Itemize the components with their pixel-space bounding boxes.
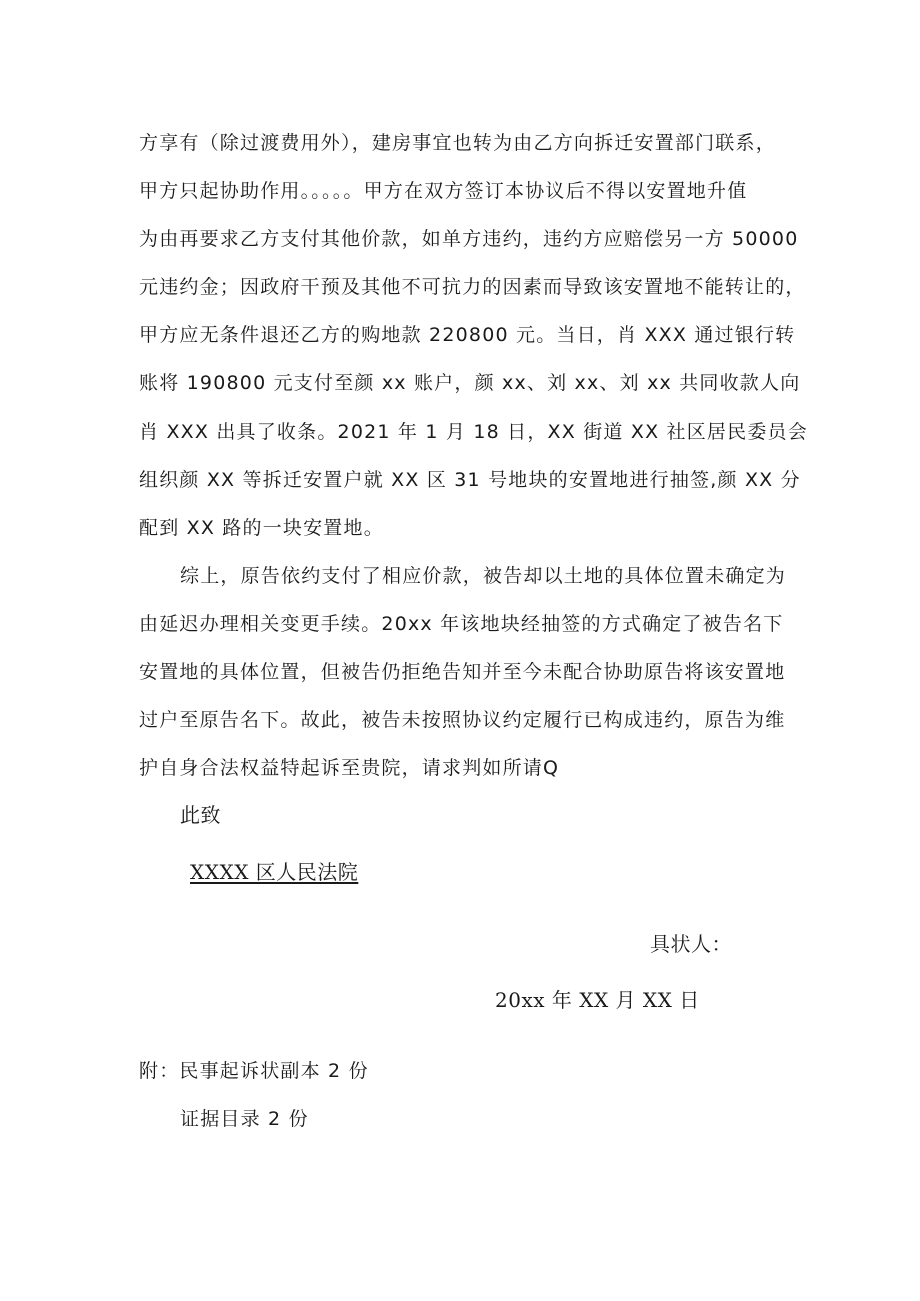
body-line: 甲方应无条件退还乙方的购地款 220800 元。当日，肖 XXX 通过银行转 <box>139 324 796 346</box>
body-line: 过户至原告名下。故此，被告未按照协议约定履行已构成违约，原告为维 <box>139 709 786 731</box>
body-line: 配到 XX 路的一块安置地。 <box>139 517 384 539</box>
court-name: XXXX 区人民法院 <box>190 860 359 884</box>
body-line: 方享有（除过渡费用外），建房事宜也转为由乙方向拆迁安置部门联系， <box>139 132 776 154</box>
body-line: 甲方只起协助作用。。。。。甲方在双方签订本协议后不得以安置地升值 <box>139 180 748 202</box>
body-line: 为由再要求乙方支付其他价款，如单方违约，违约方应赔偿另一方 50000 <box>139 228 799 250</box>
body-line: 综上，原告依约支付了相应价款，被告却以土地的具体位置未确定为 <box>180 565 787 587</box>
body-line: 肖 XXX 出具了收条。2021 年 1 月 18 日，XX 街道 XX 社区居民委员会 <box>139 421 808 443</box>
body-line: 安置地的具体位置，但被告仍拒绝告知并至今未配合协助原告将该安置地 <box>139 661 786 683</box>
closing-salutation: 此致 <box>180 803 221 827</box>
body-line: 账将 190800 元支付至颜 xx 账户，颜 xx、刘 xx、刘 xx 共同收款人向 <box>139 372 801 394</box>
signer-label: 具状人： <box>650 932 732 956</box>
body-line: 元违约金；因政府干预及其他不可抗力的因素而导致该安置地不能转让的， <box>139 276 806 298</box>
body-line: 由延迟办理相关变更手续。20xx 年该地块经抽签的方式确定了被告名下 <box>139 613 784 635</box>
body-line: 组织颜 XX 等拆迁安置户就 XX 区 31 号地块的安置地进行抽签,颜 XX 分 <box>139 469 801 491</box>
body-line: 护自身合法权益特起诉至贵院，请求判如所请Q <box>139 757 560 779</box>
document-date: 20xx 年 XX 月 XX 日 <box>495 988 700 1012</box>
attachment-line: 附：民事起诉状副本 2 份 <box>139 1060 369 1082</box>
attachment-line: 证据目录 2 份 <box>180 1108 309 1130</box>
